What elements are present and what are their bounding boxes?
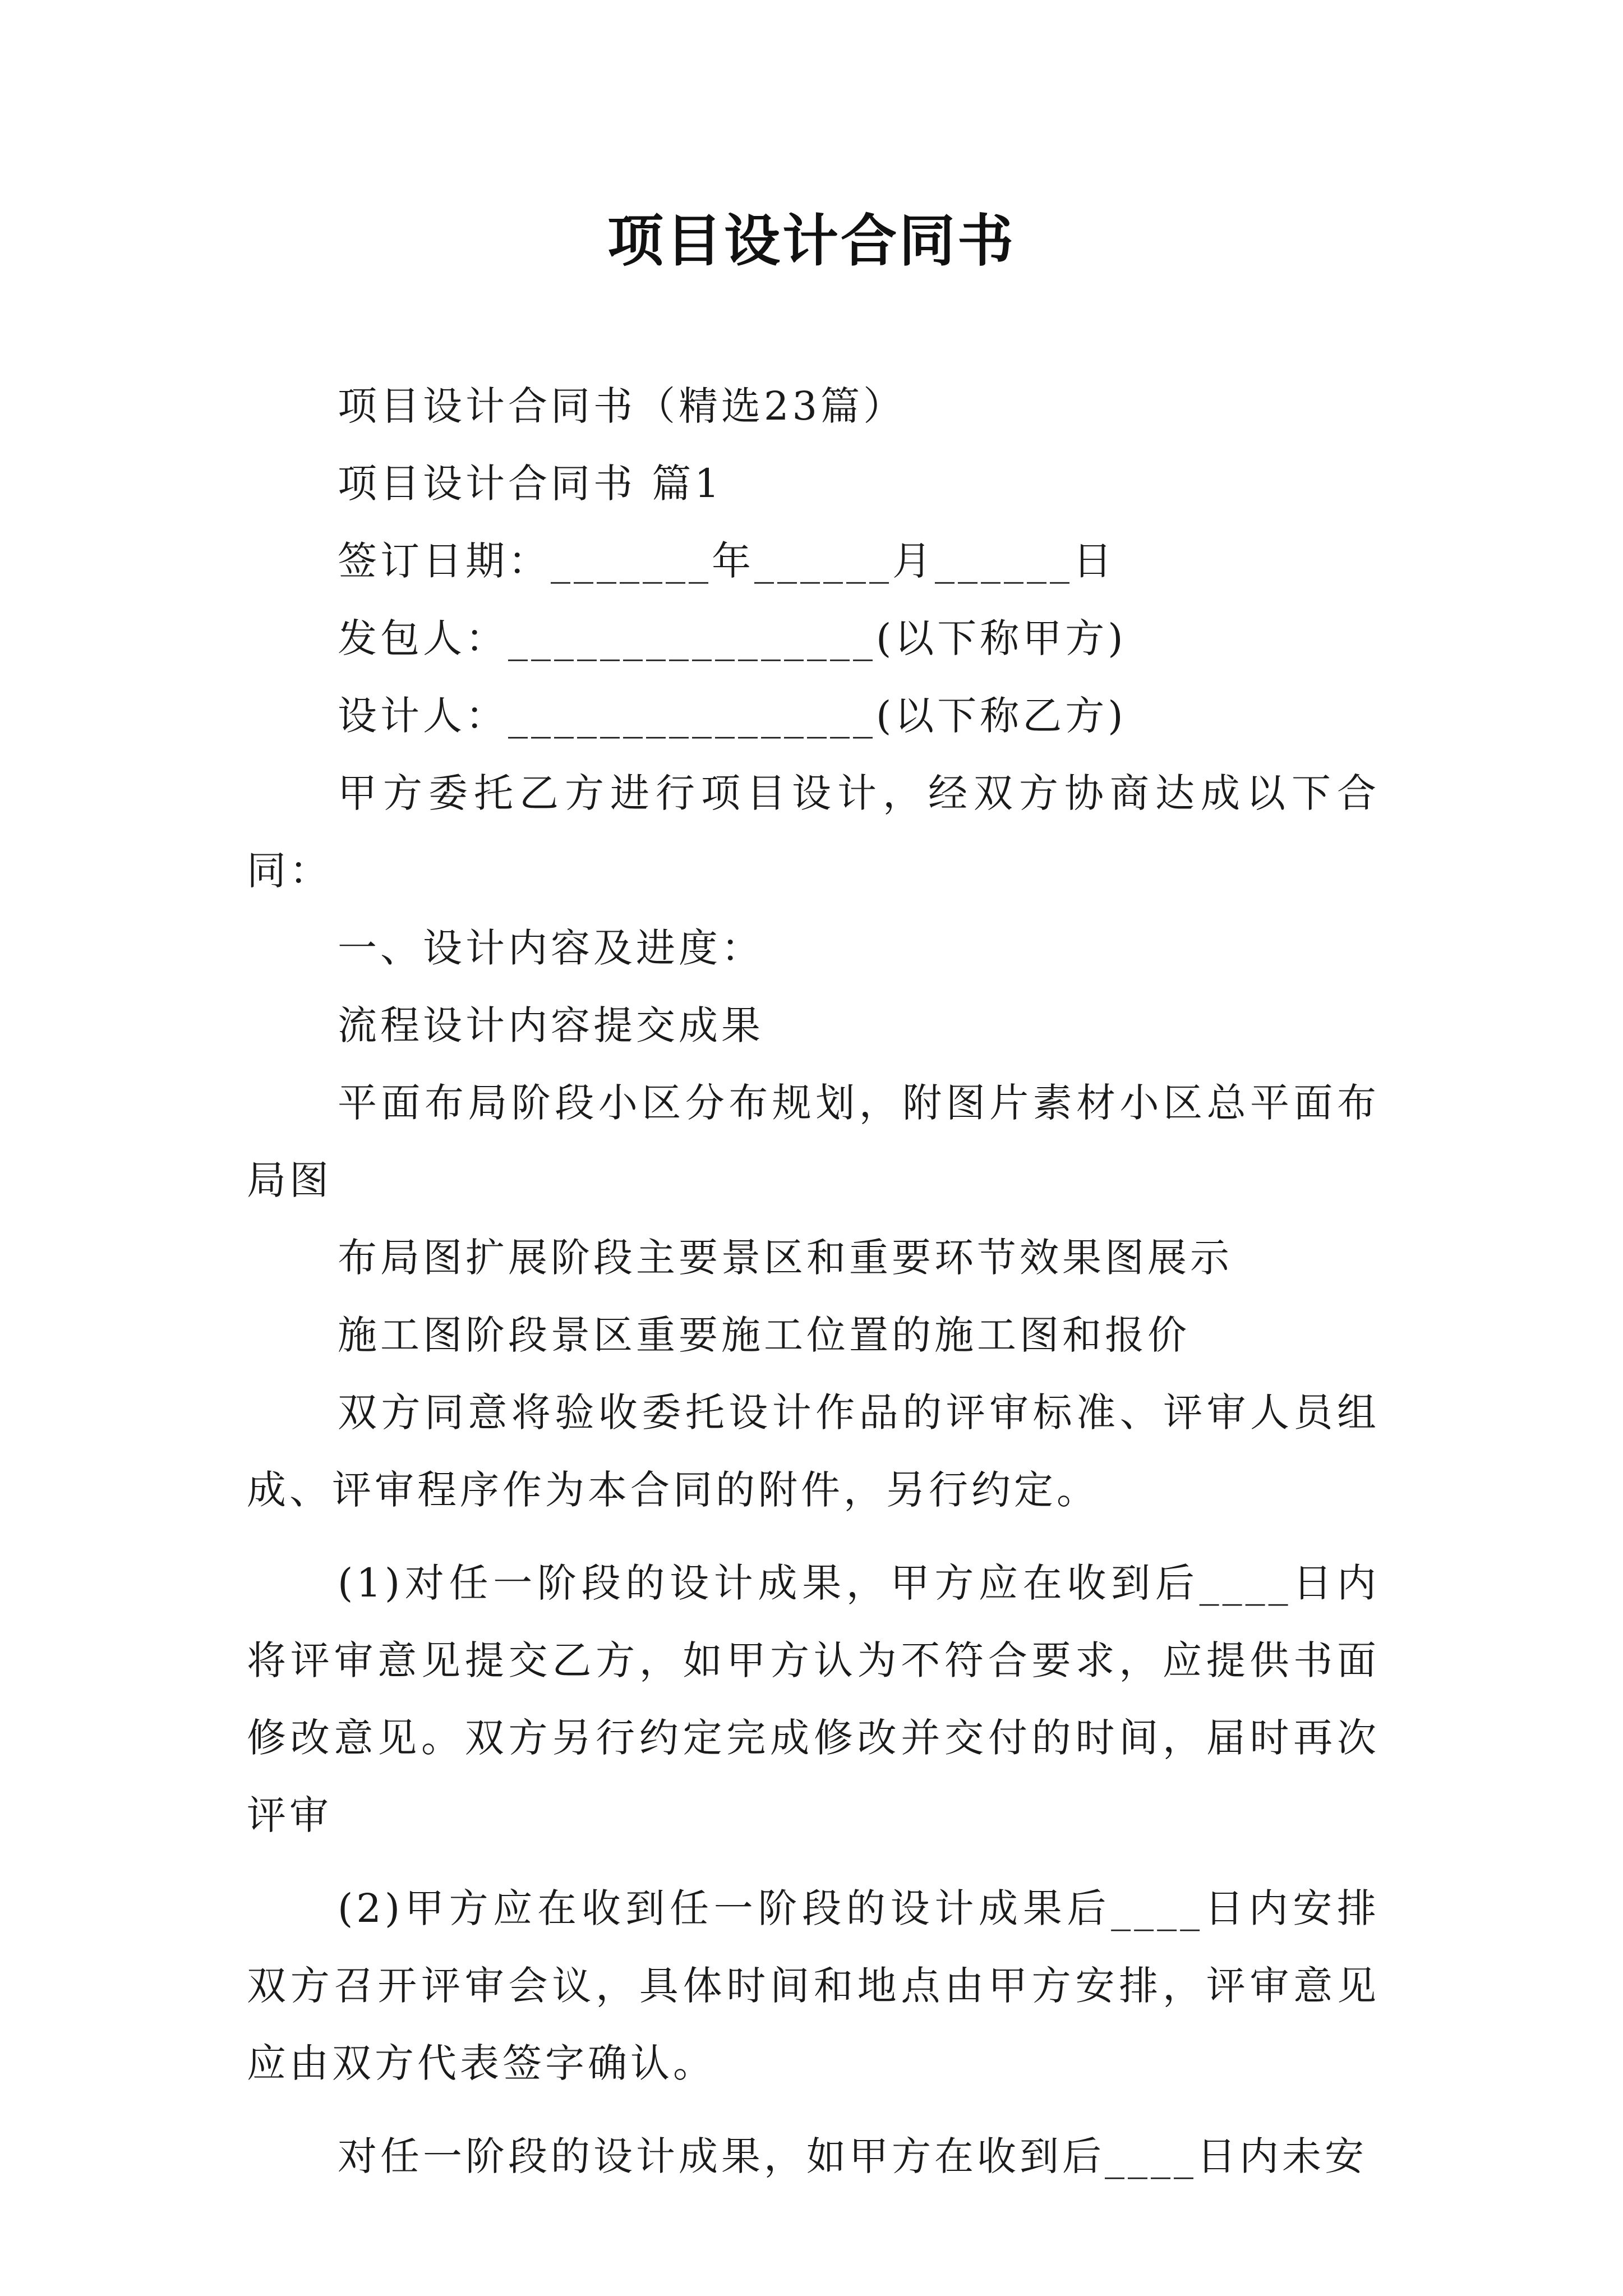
- stage-line: 施工图阶段景区重要施工位置的施工图和报价: [338, 1312, 1190, 1358]
- party-a-line: 发包人：________________(以下称甲方): [338, 615, 1127, 661]
- body-paragraph: 双方同意将验收委托设计作品的评审标准、评审人员组成、评审程序作为本合同的附件，另行约定。: [247, 1389, 1380, 1513]
- signing-date-line: 签订日期：_______年______月______日: [338, 538, 1115, 584]
- table-header-line: 流程设计内容提交成果: [338, 1002, 764, 1048]
- stage-line: 平面布局阶段小区分布规划，附图片素材小区总平面布局图: [247, 1080, 1380, 1203]
- section-heading: 项目设计合同书 篇1: [338, 461, 723, 507]
- document-title: 项目设计合同书: [607, 208, 1016, 274]
- intro-paragraph: 甲方委托乙方进行项目设计，经双方协商达成以下合同：: [247, 770, 1380, 894]
- stage-line: 布局图扩展阶段主要景区和重要环节效果图展示: [338, 1235, 1233, 1281]
- subtitle-paragraph: 项目设计合同书（精选23篇）: [338, 383, 906, 429]
- party-b-line: 设计人：________________(以下称乙方): [338, 693, 1127, 739]
- body-paragraph: 对任一阶段的设计成果，如甲方在收到后____日内未安: [338, 2133, 1367, 2179]
- clause-heading: 一、设计内容及进度：: [338, 925, 764, 971]
- body-paragraph: (1)对任一阶段的设计成果，甲方应在收到后____日内将评审意见提交乙方，如甲方认为不符合要求，应提供书面修改意见。双方另行约定完成修改并交付的时间，届时再次评审: [247, 1560, 1380, 1838]
- body-paragraph: (2)甲方应在收到任一阶段的设计成果后____日内安排双方召开评审会议，具体时间和地点由甲方安排，评审意见应由双方代表签字确认。: [247, 1885, 1380, 2086]
- document-body: [247, 367, 1380, 2195]
